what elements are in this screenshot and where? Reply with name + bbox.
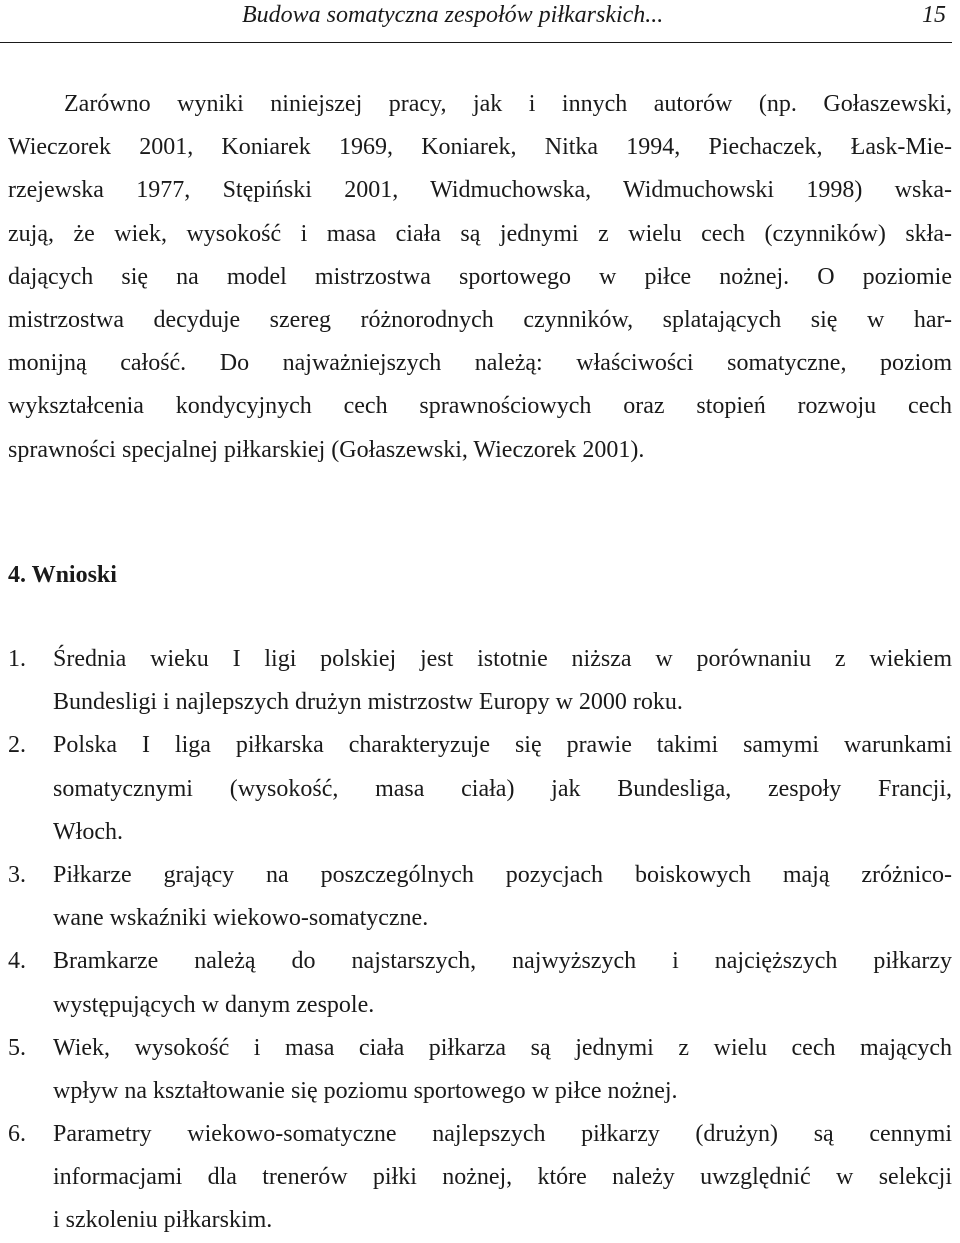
conclusion-number: 3. (8, 861, 26, 888)
conclusion-line: występujących w danym zespole. (53, 991, 375, 1018)
conclusion-number: 5. (8, 1034, 26, 1061)
section-heading: 4. Wnioski (8, 562, 117, 588)
conclusion-item (8, 724, 952, 854)
paragraph-line: wykształcenia kondycyjnych cech sprawnościowych oraz stopień rozwoju cech (8, 393, 952, 420)
conclusion-item (8, 638, 952, 724)
paragraph-line: zują, że wiek, wysokość i masa ciała są jednymi z wielu cech (czynników) skła- (8, 220, 952, 247)
paragraph-line: rzejewska 1977, Stępiński 2001, Widmuchowska, Widmuchowski 1998) wska- (8, 177, 952, 204)
conclusion-line: Włoch. (53, 818, 123, 845)
conclusion-line: Parametry wiekowo-somatyczne najlepszych piłkarzy (drużyn) są cennymi (53, 1121, 952, 1148)
body-paragraph (8, 83, 952, 472)
paragraph-line: sprawności specjalnej piłkarskiej (Gołaszewski, Wieczorek 2001). (8, 436, 645, 463)
conclusion-line: Piłkarze grający na poszczególnych pozycjach boiskowych mają zróżnico- (53, 861, 952, 888)
paragraph-line: mistrzostwa decyduje szereg różnorodnych czynników, splatających się w har- (8, 306, 952, 333)
conclusion-line: Bundesligi i najlepszych drużyn mistrzostw Europy w 2000 roku. (53, 689, 683, 716)
conclusion-item (8, 940, 952, 1026)
paragraph-line: dających się na model mistrzostwa sportowego w piłce nożnej. O poziomie (8, 263, 952, 290)
conclusion-line: somatycznymi (wysokość, masa ciała) jak Bundesliga, zespoły Francji, (53, 775, 952, 802)
conclusion-item (8, 1027, 952, 1113)
conclusions-list (8, 638, 952, 1243)
paragraph-line: Zarówno wyniki niniejszej pracy, jak i innych autorów (np. Gołaszewski, (64, 91, 952, 117)
paragraph-line: monijną całość. Do najważniejszych należą: właściwości somatyczne, poziom (8, 350, 952, 377)
running-header (0, 0, 952, 43)
running-header-title: Budowa somatyczna zespołów piłkarskich... (242, 2, 664, 28)
conclusion-number: 4. (8, 948, 26, 975)
conclusion-line: Wiek, wysokość i masa ciała piłkarza są jednymi z wielu cech mających (53, 1034, 952, 1061)
conclusion-number: 1. (8, 646, 26, 672)
paragraph-line: Wieczorek 2001, Koniarek 1969, Koniarek, Nitka 1994, Piechaczek, Łask-Mie- (8, 134, 952, 161)
conclusion-item (8, 1113, 952, 1243)
conclusion-number: 6. (8, 1121, 26, 1148)
conclusion-line: informacjami dla trenerów piłki nożnej, które należy uwzględnić w selekcji (53, 1164, 952, 1191)
conclusion-line: wane wskaźniki wiekowo-somatyczne. (53, 905, 429, 932)
conclusion-line: Polska I liga piłkarska charakteryzuje się prawie takimi samymi warunkami (53, 732, 952, 759)
page-number: 15 (922, 2, 946, 28)
conclusion-line: Średnia wieku I ligi polskiej jest istotnie niższa w porównaniu z wiekiem (53, 646, 952, 672)
conclusion-line: wpływ na kształtowanie się poziomu sportowego w piłce nożnej. (53, 1077, 678, 1104)
conclusion-line: Bramkarze należą do najstarszych, najwyższych i najcięższych piłkarzy (53, 948, 952, 975)
conclusion-item (8, 854, 952, 940)
conclusion-line: i szkoleniu piłkarskim. (53, 1207, 273, 1234)
conclusion-number: 2. (8, 732, 26, 759)
